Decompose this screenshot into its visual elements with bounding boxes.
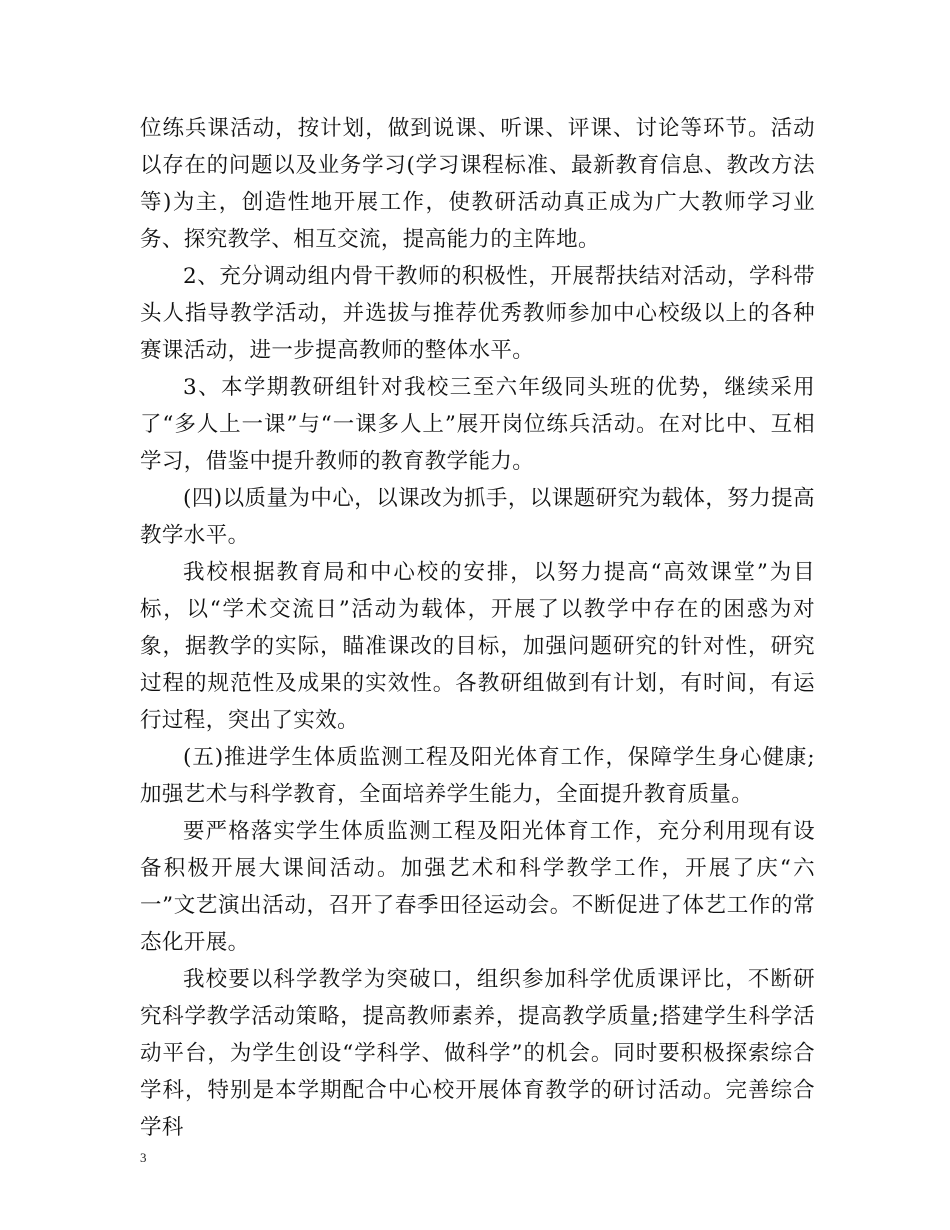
- paragraph: 位练兵课活动，按计划，做到说课、听课、评课、讨论等环节。活动以存在的问题以及业务学习(学习课程标准、最新教育信息、教改方法等)为主，创造性地开展工作，使教研活动真正成为广大教师学习业务、探究教学、相互交流，提高能力的主阵地。: [140, 116, 815, 252]
- paragraph: 要严格落实学生体质监测工程及阳光体育工作，充分利用现有设备积极开展大课间活动。加强艺术和科学教学工作，开展了庆“六一”文艺演出活动，召开了春季田径运动会。不断促进了体艺工作的常态化开展。: [140, 819, 815, 955]
- paragraph: 2、充分调动组内骨干教师的积极性，开展帮扶结对活动，学科带头人指导教学活动，并选拔与推荐优秀教师参加中心校级以上的各种赛课活动，进一步提高教师的整体水平。: [140, 264, 815, 363]
- paragraph-heading: (四)以质量为中心，以课改为抓手，以课题研究为载体，努力提高教学水平。: [140, 486, 815, 548]
- paragraph: 我校根据教育局和中心校的安排，以努力提高“高效课堂”为目标，以“学术交流日”活动为载体，开展了以教学中存在的困惑为对象，据教学的实际，瞄准课改的目标，加强问题研究的针对性，研究过程的规范性及成果的实效性。各教研组做到有计划，有时间，有运行过程，突出了实效。: [140, 560, 815, 733]
- paragraph-heading: (五)推进学生体质监测工程及阳光体育工作，保障学生身心健康;加强艺术与科学教育，全面培养学生能力，全面提升教育质量。: [140, 745, 815, 807]
- paragraph: 3、本学期教研组针对我校三至六年级同头班的优势，继续采用了“多人上一课”与“一课多人上”展开岗位练兵活动。在对比中、互相学习，借鉴中提升教师的教育教学能力。: [140, 375, 815, 474]
- page-number: 3: [140, 1150, 147, 1165]
- document-body: [140, 110, 815, 1146]
- paragraph: 我校要以科学教学为突破口，组织参加科学优质课评比，不断研究科学教学活动策略，提高教师素养，提高教学质量;搭建学生科学活动平台，为学生创设“学科学、做科学”的机会。同时要积极探索综合学科，特别是本学期配合中心校开展体育教学的研讨活动。完善综合学科: [140, 967, 815, 1140]
